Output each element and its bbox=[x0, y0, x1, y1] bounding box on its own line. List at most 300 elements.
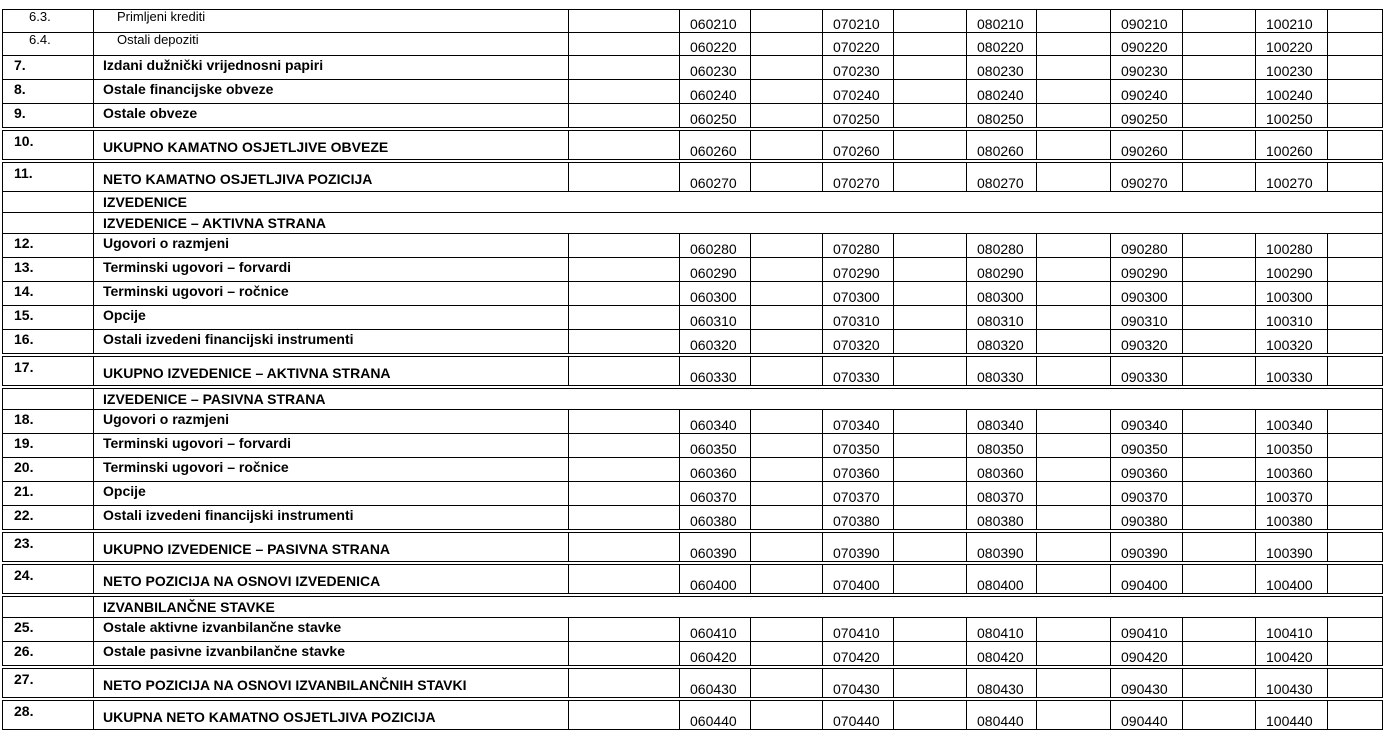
value-cell[interactable] bbox=[1183, 506, 1256, 532]
table-body bbox=[3, 10, 1383, 730]
value-cell[interactable] bbox=[751, 531, 823, 563]
code-cell: 070220 bbox=[823, 33, 894, 56]
value-cell[interactable] bbox=[894, 667, 967, 699]
row-label: Ostale pasivne izvanbilančne stavke bbox=[94, 642, 569, 668]
total-row bbox=[3, 355, 1383, 387]
value-cell[interactable] bbox=[751, 618, 823, 642]
value-cell[interactable] bbox=[1037, 104, 1111, 130]
value-cell[interactable] bbox=[751, 563, 823, 595]
code-cell: 100250 bbox=[1256, 104, 1328, 130]
value-cell[interactable] bbox=[1037, 129, 1111, 161]
value-cell[interactable] bbox=[1328, 667, 1383, 699]
value-cell[interactable] bbox=[1037, 482, 1111, 506]
row-number: 19. bbox=[3, 434, 94, 458]
value-cell[interactable] bbox=[1037, 410, 1111, 434]
value-cell[interactable] bbox=[894, 161, 967, 192]
empty-cell bbox=[569, 129, 680, 161]
value-cell[interactable] bbox=[1183, 234, 1256, 258]
code-cell: 070360 bbox=[823, 458, 894, 482]
value-cell[interactable] bbox=[1328, 563, 1383, 595]
value-cell[interactable] bbox=[751, 56, 823, 80]
row-label: Ugovori o razmjeni bbox=[94, 410, 569, 434]
value-cell[interactable] bbox=[1183, 161, 1256, 192]
value-cell[interactable] bbox=[1037, 667, 1111, 699]
empty-cell bbox=[569, 506, 680, 532]
code-cell: 100410 bbox=[1256, 618, 1328, 642]
value-cell[interactable] bbox=[751, 80, 823, 104]
empty-cell bbox=[569, 80, 680, 104]
row-label: Opcije bbox=[94, 306, 569, 330]
total-row bbox=[3, 129, 1383, 161]
code-cell: 090430 bbox=[1111, 667, 1183, 699]
code-cell: 080240 bbox=[967, 80, 1037, 104]
value-cell[interactable] bbox=[1328, 458, 1383, 482]
row-number: 16. bbox=[3, 330, 94, 356]
code-cell: 070300 bbox=[823, 282, 894, 306]
code-cell: 080430 bbox=[967, 667, 1037, 699]
total-row bbox=[3, 667, 1383, 699]
value-cell[interactable] bbox=[894, 458, 967, 482]
code-cell: 090390 bbox=[1111, 531, 1183, 563]
value-cell[interactable] bbox=[1328, 506, 1383, 532]
code-cell: 090260 bbox=[1111, 129, 1183, 161]
value-cell[interactable] bbox=[1183, 56, 1256, 80]
code-cell: 090250 bbox=[1111, 104, 1183, 130]
row-number: 6.4. bbox=[3, 33, 94, 56]
row-label: Ostali depoziti bbox=[94, 33, 569, 56]
code-cell: 100270 bbox=[1256, 161, 1328, 192]
value-cell[interactable] bbox=[1037, 306, 1111, 330]
code-cell: 070260 bbox=[823, 129, 894, 161]
value-cell[interactable] bbox=[751, 104, 823, 130]
code-cell: 100350 bbox=[1256, 434, 1328, 458]
section-heading-row bbox=[3, 192, 1383, 213]
table-row bbox=[3, 258, 1383, 282]
value-cell[interactable] bbox=[894, 282, 967, 306]
row-number: 15. bbox=[3, 306, 94, 330]
value-cell[interactable] bbox=[751, 234, 823, 258]
value-cell[interactable] bbox=[1328, 33, 1383, 56]
code-cell: 100430 bbox=[1256, 667, 1328, 699]
code-cell: 100240 bbox=[1256, 80, 1328, 104]
value-cell[interactable] bbox=[1037, 642, 1111, 668]
value-cell[interactable] bbox=[1328, 306, 1383, 330]
value-cell[interactable] bbox=[1037, 699, 1111, 730]
code-cell: 060350 bbox=[680, 434, 751, 458]
value-cell[interactable] bbox=[1183, 355, 1256, 387]
row-label: Terminski ugovori – forvardi bbox=[94, 434, 569, 458]
code-cell: 080260 bbox=[967, 129, 1037, 161]
empty-cell bbox=[569, 410, 680, 434]
code-cell: 090290 bbox=[1111, 258, 1183, 282]
value-cell[interactable] bbox=[894, 10, 967, 33]
code-cell: 080310 bbox=[967, 306, 1037, 330]
code-cell: 090380 bbox=[1111, 506, 1183, 532]
row-label: Ostale financijske obveze bbox=[94, 80, 569, 104]
row-number: 20. bbox=[3, 458, 94, 482]
code-cell: 060380 bbox=[680, 506, 751, 532]
section-heading-row bbox=[3, 387, 1383, 410]
value-cell[interactable] bbox=[1037, 80, 1111, 104]
code-cell: 060220 bbox=[680, 33, 751, 56]
value-cell[interactable] bbox=[1037, 234, 1111, 258]
code-cell: 100220 bbox=[1256, 33, 1328, 56]
value-cell[interactable] bbox=[751, 161, 823, 192]
value-cell[interactable] bbox=[1183, 618, 1256, 642]
code-cell: 080210 bbox=[967, 10, 1037, 33]
table-row bbox=[3, 80, 1383, 104]
value-cell[interactable] bbox=[894, 56, 967, 80]
value-cell[interactable] bbox=[894, 258, 967, 282]
value-cell[interactable] bbox=[1183, 80, 1256, 104]
value-cell[interactable] bbox=[1328, 129, 1383, 161]
value-cell[interactable] bbox=[1328, 161, 1383, 192]
code-cell: 100310 bbox=[1256, 306, 1328, 330]
row-number: 12. bbox=[3, 234, 94, 258]
code-cell: 060210 bbox=[680, 10, 751, 33]
code-cell: 060390 bbox=[680, 531, 751, 563]
total-row bbox=[3, 161, 1383, 192]
value-cell[interactable] bbox=[894, 531, 967, 563]
code-cell: 090410 bbox=[1111, 618, 1183, 642]
value-cell[interactable] bbox=[751, 330, 823, 356]
row-number: 26. bbox=[3, 642, 94, 668]
row-number: 23. bbox=[3, 531, 94, 563]
code-cell: 070210 bbox=[823, 10, 894, 33]
code-cell: 080390 bbox=[967, 531, 1037, 563]
total-row bbox=[3, 563, 1383, 595]
code-cell: 060230 bbox=[680, 56, 751, 80]
code-cell: 060240 bbox=[680, 80, 751, 104]
code-cell: 080280 bbox=[967, 234, 1037, 258]
value-cell[interactable] bbox=[1183, 482, 1256, 506]
code-cell: 080380 bbox=[967, 506, 1037, 532]
empty-cell bbox=[569, 563, 680, 595]
code-cell: 070440 bbox=[823, 699, 894, 730]
value-cell[interactable] bbox=[1037, 434, 1111, 458]
row-label: Primljeni krediti bbox=[94, 10, 569, 33]
code-cell: 100380 bbox=[1256, 506, 1328, 532]
empty-cell bbox=[569, 56, 680, 80]
value-cell[interactable] bbox=[894, 642, 967, 668]
table-row bbox=[3, 10, 1383, 33]
value-cell[interactable] bbox=[1183, 33, 1256, 56]
value-cell[interactable] bbox=[1037, 531, 1111, 563]
value-cell[interactable] bbox=[751, 306, 823, 330]
code-cell: 100210 bbox=[1256, 10, 1328, 33]
table-row bbox=[3, 234, 1383, 258]
value-cell[interactable] bbox=[1183, 104, 1256, 130]
value-cell[interactable] bbox=[1037, 161, 1111, 192]
value-cell[interactable] bbox=[894, 563, 967, 595]
value-cell[interactable] bbox=[1037, 10, 1111, 33]
value-cell[interactable] bbox=[1328, 330, 1383, 356]
value-cell[interactable] bbox=[1183, 10, 1256, 33]
code-cell: 070330 bbox=[823, 355, 894, 387]
row-number: 21. bbox=[3, 482, 94, 506]
code-cell: 090270 bbox=[1111, 161, 1183, 192]
value-cell[interactable] bbox=[1037, 506, 1111, 532]
section-heading: IZVEDENICE – AKTIVNA STRANA bbox=[94, 213, 1383, 234]
code-cell: 070350 bbox=[823, 434, 894, 458]
empty-cell bbox=[569, 667, 680, 699]
value-cell[interactable] bbox=[894, 506, 967, 532]
code-cell: 080250 bbox=[967, 104, 1037, 130]
code-cell: 100340 bbox=[1256, 410, 1328, 434]
value-cell[interactable] bbox=[894, 330, 967, 356]
row-number: 24. bbox=[3, 563, 94, 595]
value-cell[interactable] bbox=[751, 355, 823, 387]
row-number: 10. bbox=[3, 129, 94, 161]
empty-cell bbox=[569, 618, 680, 642]
code-cell: 070250 bbox=[823, 104, 894, 130]
row-label: NETO POZICIJA NA OSNOVI IZVANBILANČNIH STAVKI bbox=[94, 667, 569, 699]
table-row bbox=[3, 434, 1383, 458]
row-number: 28. bbox=[3, 699, 94, 730]
code-cell: 070290 bbox=[823, 258, 894, 282]
code-cell: 100400 bbox=[1256, 563, 1328, 595]
row-label: NETO KAMATNO OSJETLJIVA POZICIJA bbox=[94, 161, 569, 192]
value-cell[interactable] bbox=[894, 234, 967, 258]
value-cell[interactable] bbox=[1328, 56, 1383, 80]
value-cell[interactable] bbox=[1328, 482, 1383, 506]
table-row bbox=[3, 482, 1383, 506]
table-row bbox=[3, 330, 1383, 356]
value-cell[interactable] bbox=[751, 482, 823, 506]
value-cell[interactable] bbox=[1037, 355, 1111, 387]
code-cell: 100290 bbox=[1256, 258, 1328, 282]
code-cell: 100390 bbox=[1256, 531, 1328, 563]
value-cell[interactable] bbox=[1328, 699, 1383, 730]
value-cell[interactable] bbox=[894, 434, 967, 458]
code-cell: 080290 bbox=[967, 258, 1037, 282]
row-label: Terminski ugovori – ročnice bbox=[94, 458, 569, 482]
empty-cell bbox=[569, 330, 680, 356]
value-cell[interactable] bbox=[751, 642, 823, 668]
value-cell[interactable] bbox=[751, 434, 823, 458]
empty-cell bbox=[569, 10, 680, 33]
code-cell: 060290 bbox=[680, 258, 751, 282]
value-cell[interactable] bbox=[1183, 258, 1256, 282]
value-cell[interactable] bbox=[894, 306, 967, 330]
value-cell[interactable] bbox=[894, 104, 967, 130]
value-cell[interactable] bbox=[751, 667, 823, 699]
table-row bbox=[3, 506, 1383, 532]
total-row bbox=[3, 699, 1383, 730]
code-cell: 090320 bbox=[1111, 330, 1183, 356]
row-label: Terminski ugovori – ročnice bbox=[94, 282, 569, 306]
code-cell: 060430 bbox=[680, 667, 751, 699]
code-cell: 080230 bbox=[967, 56, 1037, 80]
value-cell[interactable] bbox=[1183, 531, 1256, 563]
empty-cell bbox=[569, 306, 680, 330]
row-number-cell bbox=[3, 192, 94, 213]
row-label: Ugovori o razmjeni bbox=[94, 234, 569, 258]
value-cell[interactable] bbox=[1037, 258, 1111, 282]
code-cell: 100330 bbox=[1256, 355, 1328, 387]
value-cell[interactable] bbox=[1037, 330, 1111, 356]
row-label: Ostali izvedeni financijski instrumenti bbox=[94, 330, 569, 356]
value-cell[interactable] bbox=[751, 458, 823, 482]
row-label: UKUPNO IZVEDENICE – PASIVNA STRANA bbox=[94, 531, 569, 563]
code-cell: 070230 bbox=[823, 56, 894, 80]
value-cell[interactable] bbox=[1183, 434, 1256, 458]
code-cell: 100230 bbox=[1256, 56, 1328, 80]
code-cell: 060260 bbox=[680, 129, 751, 161]
value-cell[interactable] bbox=[894, 80, 967, 104]
code-cell: 070340 bbox=[823, 410, 894, 434]
value-cell[interactable] bbox=[751, 410, 823, 434]
code-cell: 060400 bbox=[680, 563, 751, 595]
empty-cell bbox=[569, 699, 680, 730]
empty-cell bbox=[569, 434, 680, 458]
row-number: 7. bbox=[3, 56, 94, 80]
total-row bbox=[3, 531, 1383, 563]
value-cell[interactable] bbox=[894, 482, 967, 506]
code-cell: 090310 bbox=[1111, 306, 1183, 330]
table-row bbox=[3, 410, 1383, 434]
value-cell[interactable] bbox=[1183, 410, 1256, 434]
value-cell[interactable] bbox=[1328, 410, 1383, 434]
empty-cell bbox=[569, 33, 680, 56]
row-number: 18. bbox=[3, 410, 94, 434]
code-cell: 070380 bbox=[823, 506, 894, 532]
row-number: 6.3. bbox=[3, 10, 94, 33]
row-number: 14. bbox=[3, 282, 94, 306]
code-cell: 080400 bbox=[967, 563, 1037, 595]
value-cell[interactable] bbox=[1328, 104, 1383, 130]
row-number: 9. bbox=[3, 104, 94, 130]
row-label: UKUPNA NETO KAMATNO OSJETLJIVA POZICIJA bbox=[94, 699, 569, 730]
code-cell: 100370 bbox=[1256, 482, 1328, 506]
value-cell[interactable] bbox=[1183, 458, 1256, 482]
value-cell[interactable] bbox=[1037, 33, 1111, 56]
value-cell[interactable] bbox=[1328, 642, 1383, 668]
empty-cell bbox=[569, 161, 680, 192]
row-label: Izdani dužnički vrijednosni papiri bbox=[94, 56, 569, 80]
value-cell[interactable] bbox=[751, 10, 823, 33]
row-label: Ostale aktivne izvanbilančne stavke bbox=[94, 618, 569, 642]
row-label: Ostali izvedeni financijski instrumenti bbox=[94, 506, 569, 532]
code-cell: 100300 bbox=[1256, 282, 1328, 306]
empty-cell bbox=[569, 642, 680, 668]
code-cell: 080350 bbox=[967, 434, 1037, 458]
code-cell: 070430 bbox=[823, 667, 894, 699]
table-row bbox=[3, 642, 1383, 668]
row-label: UKUPNO KAMATNO OSJETLJIVE OBVEZE bbox=[94, 129, 569, 161]
value-cell[interactable] bbox=[1037, 458, 1111, 482]
value-cell[interactable] bbox=[1037, 56, 1111, 80]
value-cell[interactable] bbox=[894, 618, 967, 642]
value-cell[interactable] bbox=[1328, 234, 1383, 258]
value-cell[interactable] bbox=[1328, 618, 1383, 642]
code-cell: 100420 bbox=[1256, 642, 1328, 668]
section-heading-row bbox=[3, 213, 1383, 234]
value-cell[interactable] bbox=[1183, 667, 1256, 699]
row-number-cell bbox=[3, 213, 94, 234]
table-row bbox=[3, 33, 1383, 56]
code-cell: 090360 bbox=[1111, 458, 1183, 482]
value-cell[interactable] bbox=[1037, 282, 1111, 306]
empty-cell bbox=[569, 355, 680, 387]
code-cell: 100320 bbox=[1256, 330, 1328, 356]
code-cell: 090350 bbox=[1111, 434, 1183, 458]
code-cell: 060440 bbox=[680, 699, 751, 730]
row-label: Ostale obveze bbox=[94, 104, 569, 130]
code-cell: 060320 bbox=[680, 330, 751, 356]
value-cell[interactable] bbox=[1328, 434, 1383, 458]
code-cell: 100440 bbox=[1256, 699, 1328, 730]
value-cell[interactable] bbox=[751, 129, 823, 161]
value-cell[interactable] bbox=[1328, 355, 1383, 387]
value-cell[interactable] bbox=[894, 410, 967, 434]
row-label: UKUPNO IZVEDENICE – AKTIVNA STRANA bbox=[94, 355, 569, 387]
value-cell[interactable] bbox=[751, 506, 823, 532]
value-cell[interactable] bbox=[1328, 80, 1383, 104]
value-cell[interactable] bbox=[1183, 306, 1256, 330]
value-cell[interactable] bbox=[751, 258, 823, 282]
value-cell[interactable] bbox=[1183, 563, 1256, 595]
code-cell: 070240 bbox=[823, 80, 894, 104]
code-cell: 100360 bbox=[1256, 458, 1328, 482]
code-cell: 070320 bbox=[823, 330, 894, 356]
code-cell: 080300 bbox=[967, 282, 1037, 306]
code-cell: 060370 bbox=[680, 482, 751, 506]
section-heading: IZVEDENICE bbox=[94, 192, 1383, 213]
row-label: Opcije bbox=[94, 482, 569, 506]
code-cell: 070420 bbox=[823, 642, 894, 668]
value-cell[interactable] bbox=[894, 355, 967, 387]
value-cell[interactable] bbox=[1328, 258, 1383, 282]
value-cell[interactable] bbox=[1037, 563, 1111, 595]
value-cell[interactable] bbox=[751, 33, 823, 56]
value-cell[interactable] bbox=[1183, 129, 1256, 161]
value-cell[interactable] bbox=[751, 282, 823, 306]
code-cell: 070310 bbox=[823, 306, 894, 330]
code-cell: 090440 bbox=[1111, 699, 1183, 730]
code-cell: 070270 bbox=[823, 161, 894, 192]
value-cell[interactable] bbox=[1328, 282, 1383, 306]
row-number-cell bbox=[3, 387, 94, 410]
code-cell: 080370 bbox=[967, 482, 1037, 506]
empty-cell bbox=[569, 234, 680, 258]
code-cell: 080440 bbox=[967, 699, 1037, 730]
code-cell: 100280 bbox=[1256, 234, 1328, 258]
value-cell[interactable] bbox=[751, 699, 823, 730]
value-cell[interactable] bbox=[894, 33, 967, 56]
section-heading: IZVEDENICE – PASIVNA STRANA bbox=[94, 387, 1383, 410]
code-cell: 080340 bbox=[967, 410, 1037, 434]
row-number: 27. bbox=[3, 667, 94, 699]
table-row bbox=[3, 104, 1383, 130]
code-cell: 090220 bbox=[1111, 33, 1183, 56]
value-cell[interactable] bbox=[894, 699, 967, 730]
code-cell: 070410 bbox=[823, 618, 894, 642]
code-cell: 080420 bbox=[967, 642, 1037, 668]
code-cell: 080270 bbox=[967, 161, 1037, 192]
code-cell: 060300 bbox=[680, 282, 751, 306]
value-cell[interactable] bbox=[1183, 699, 1256, 730]
code-cell: 080220 bbox=[967, 33, 1037, 56]
value-cell[interactable] bbox=[1328, 10, 1383, 33]
value-cell[interactable] bbox=[894, 129, 967, 161]
value-cell[interactable] bbox=[1328, 531, 1383, 563]
value-cell[interactable] bbox=[1037, 618, 1111, 642]
value-cell[interactable] bbox=[1183, 330, 1256, 356]
value-cell[interactable] bbox=[1183, 642, 1256, 668]
value-cell[interactable] bbox=[1183, 282, 1256, 306]
empty-cell bbox=[569, 458, 680, 482]
